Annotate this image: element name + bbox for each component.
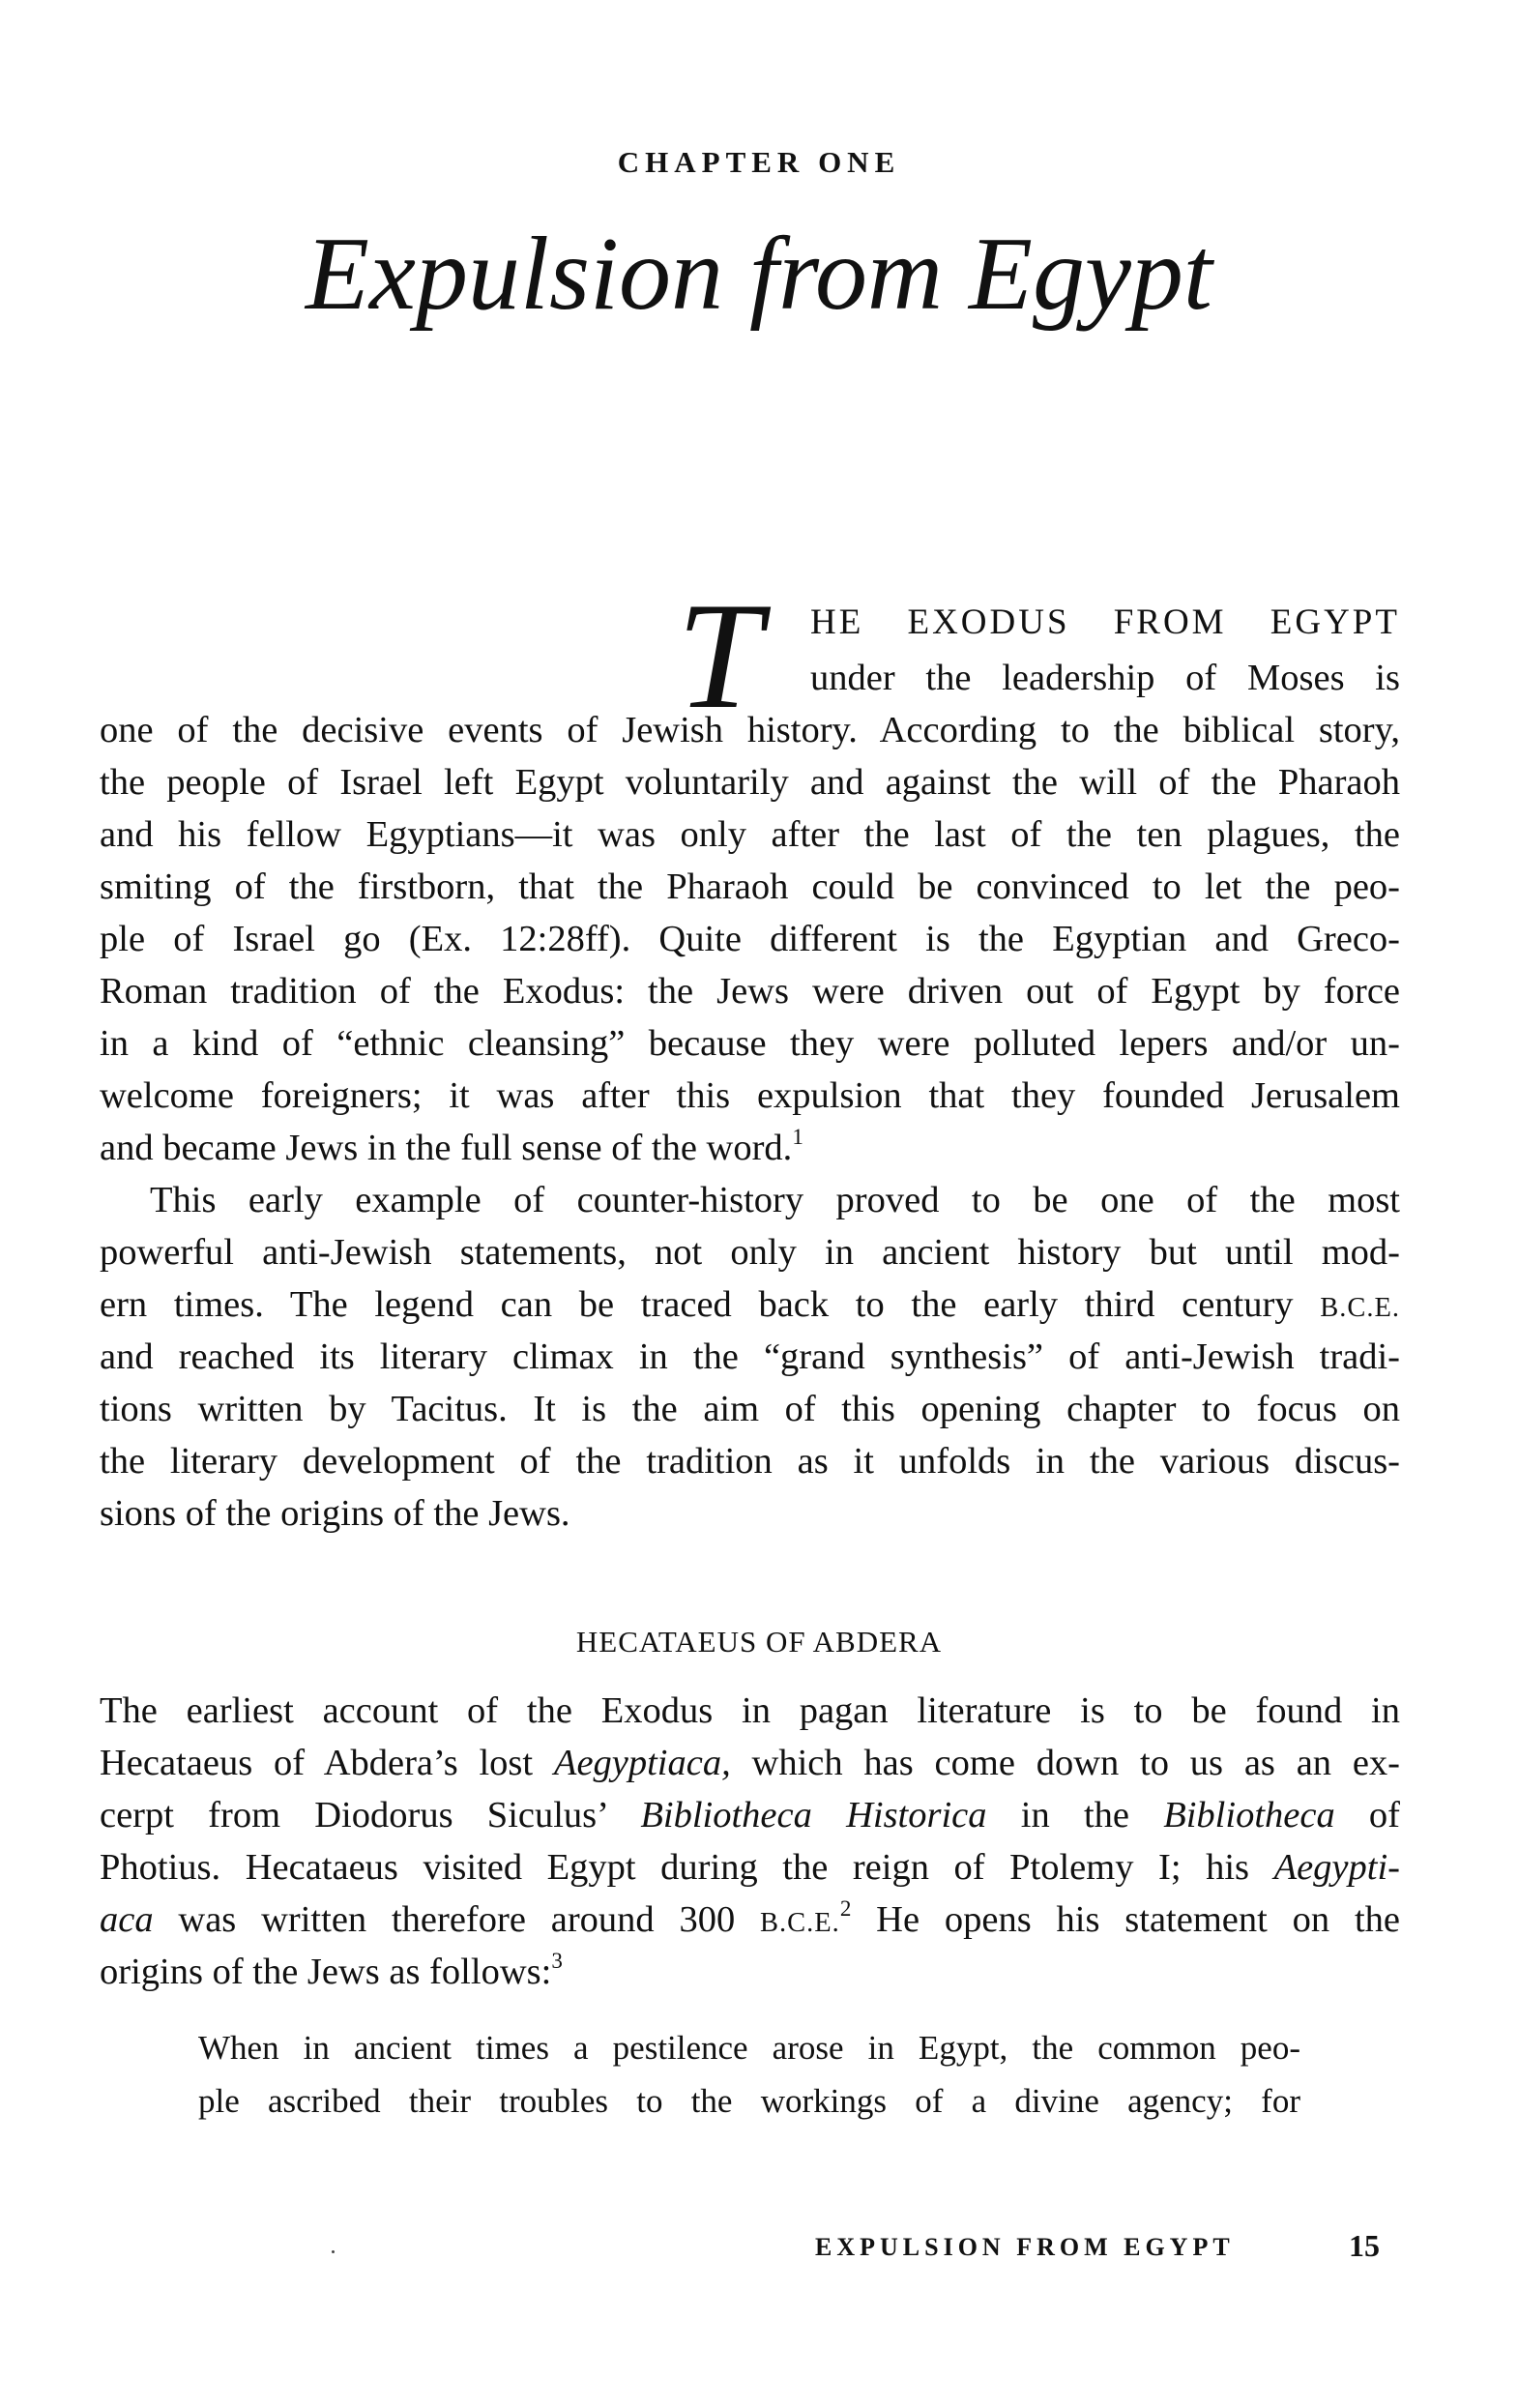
text-line (100, 1946, 1400, 1998)
line-text: and became Jews in the full sense of the word. (100, 1128, 793, 1168)
opening-word: EXODUS (907, 602, 1070, 642)
section-heading: HECATAEUS OF ABDERA (575, 1625, 943, 1659)
text-line: Roman tradition of the Exodus: the Jews were driven out of Egypt by force (100, 971, 1400, 1012)
line-text: He opens his statement on the (851, 1899, 1400, 1940)
line-text: which has come down to us as an ex- (730, 1743, 1400, 1783)
text-line (100, 1789, 1400, 1841)
work-title: Aegypti- (1273, 1847, 1400, 1888)
line-text: was written therefore around 300 (153, 1899, 761, 1940)
footnote-ref: 3 (551, 1947, 563, 1973)
opening-word: EGYPT (1270, 602, 1400, 642)
line-text: ern times. The legend can be traced back to the early third century (100, 1284, 1294, 1325)
text-line: one of the decisive events of Jewish history. According to the biblical story, (100, 710, 1400, 750)
running-footer: EXPULSION FROM EGYPT (815, 2233, 1235, 2261)
text-line: and his fellow Egyptians—it was only after the last of the ten plagues, the (100, 814, 1400, 855)
footnote-ref: 1 (792, 1123, 803, 1149)
line-text: Hecataeus of Abdera’s lost (100, 1743, 554, 1783)
text-line (100, 1122, 1400, 1174)
line-text: Photius. Hecataeus visited Egypt during the reign of Ptolemy I; his (100, 1847, 1274, 1888)
text-line: in a kind of “ethnic cleansing” because they were polluted lepers and/or un- (100, 1023, 1400, 1064)
quote-line: When in ancient times a pestilence arose in Egypt, the common peo- (198, 2029, 1300, 2067)
text-line: the literary development of the tradition as it unfolds in the various discus- (100, 1441, 1400, 1482)
quote-line: ple ascribed their troubles to the workings of a divine agency; for (198, 2082, 1300, 2120)
drop-cap: T (677, 572, 762, 741)
text-line: tions written by Tacitus. It is the aim of this opening chapter to focus on (100, 1389, 1400, 1429)
era-mark: B.C.E. (760, 1908, 840, 1938)
text-line: and reached its literary climax in the “grand synthesis” of anti-Jewish tradi- (100, 1336, 1400, 1377)
footnote-ref: 2 (839, 1894, 852, 1921)
work-title: aca (100, 1899, 154, 1940)
text-line: under the leadership of Moses is (810, 658, 1400, 698)
text-line (100, 1278, 1400, 1331)
opening-word: FROM (1113, 602, 1227, 642)
line-text: cerpt from Diodorus Siculus’ (100, 1795, 641, 1835)
text-line: welcome foreigners; it was after this expulsion that they founded Jerusalem (100, 1075, 1400, 1116)
opening-word: HE (810, 602, 864, 642)
text-line: This early example of counter-history proved to be one of the most (150, 1180, 1400, 1220)
work-title: Aegyptiaca, (553, 1743, 731, 1783)
line-text: in the (986, 1795, 1164, 1835)
line-text: origins of the Jews as follows: (100, 1952, 552, 1992)
page-number: 15 (1349, 2228, 1380, 2263)
text-line: the people of Israel left Egypt voluntarily and against the will of the Pharaoh (100, 762, 1400, 803)
text-line: smiting of the firstborn, that the Pharaoh could be convinced to let the peo- (100, 866, 1400, 907)
text-line: sions of the origins of the Jews. (100, 1493, 570, 1534)
line-text: of (1334, 1795, 1401, 1835)
text-line: powerful anti-Jewish statements, not only in ancient history but until mod- (100, 1232, 1400, 1273)
text-line (100, 1841, 1400, 1894)
work-title: Bibliotheca (1163, 1795, 1335, 1835)
chapter-label: CHAPTER ONE (617, 145, 901, 179)
era-mark: B.C.E. (1320, 1293, 1400, 1323)
scan-speck (332, 2250, 335, 2253)
work-title: Bibliotheca Historica (640, 1795, 987, 1835)
text-line: The earliest account of the Exodus in pagan literature is to be found in (100, 1690, 1400, 1731)
text-line (100, 1894, 1400, 1946)
text-line: ple of Israel go (Ex. 12:28ff). Quite different is the Egyptian and Greco- (100, 919, 1400, 959)
text-line (100, 1737, 1400, 1789)
opening-small-caps (810, 603, 1400, 642)
chapter-title: Expulsion from Egypt (306, 217, 1212, 332)
